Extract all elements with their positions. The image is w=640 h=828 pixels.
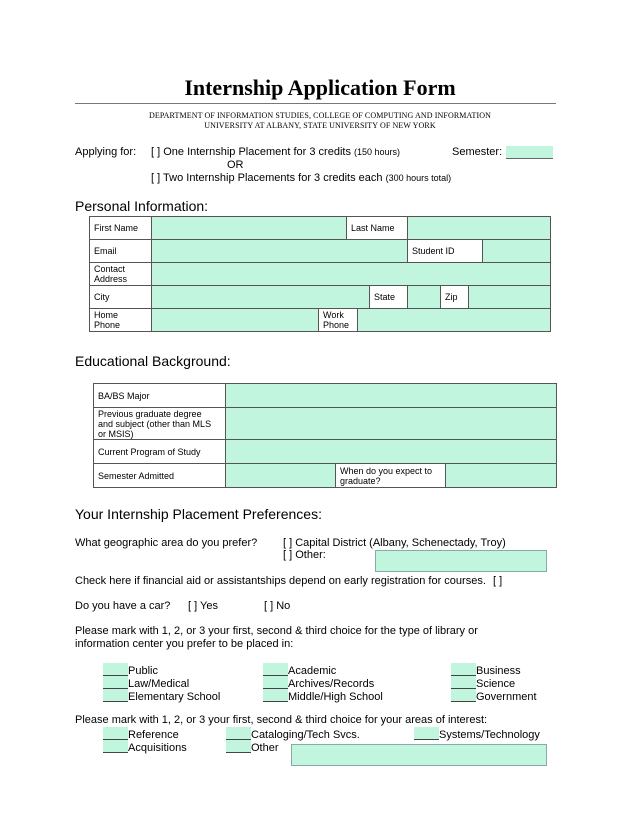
city-label: City: [90, 286, 152, 309]
semester-label: Semester:: [452, 146, 503, 158]
interest-option-acquisitions[interactable]: Acquisitions: [103, 740, 187, 754]
checkbox[interactable]: [ ]: [151, 172, 161, 184]
personal-info-table: [89, 216, 551, 332]
education-heading: Educational Background:: [75, 353, 231, 369]
current-program-label: Current Program of Study: [94, 440, 226, 464]
or-text: OR: [227, 159, 244, 171]
library-option-law-medical[interactable]: Law/Medical: [103, 676, 189, 690]
interest-option-systems[interactable]: Systems/Technology: [414, 727, 540, 741]
rank-blank[interactable]: [103, 663, 128, 676]
previous-degree-label: Previous graduate degree and subject (other than MLS or MSIS): [94, 408, 226, 440]
library-option-public[interactable]: Public: [103, 663, 158, 677]
checkbox[interactable]: [ ]: [151, 146, 161, 158]
graduation-label: When do you expect to graduate?: [336, 464, 446, 488]
library-option-academic[interactable]: Academic: [263, 663, 336, 677]
library-option-archives[interactable]: Archives/Records: [263, 676, 374, 690]
financial-aid-question: Check here if financial aid or assistantships depend on early registration for courses. [ ]: [75, 575, 503, 587]
interest-option-other[interactable]: Other: [226, 740, 279, 754]
interest-option-reference[interactable]: Reference: [103, 727, 179, 741]
library-option-science[interactable]: Science: [451, 676, 515, 690]
semester-field[interactable]: [506, 146, 553, 159]
rank-blank[interactable]: [103, 727, 128, 740]
preferences-heading: Your Internship Placement Preferences:: [75, 506, 322, 522]
library-type-question-line1: Please mark with 1, 2, or 3 your first, second & third choice for the type of library or: [75, 625, 478, 637]
major-field[interactable]: [226, 384, 557, 408]
first-name-label: First Name: [90, 217, 152, 240]
library-option-middle-high[interactable]: Middle/High School: [263, 689, 383, 703]
university-line: UNIVERSITY AT ALBANY, STATE UNIVERSITY OF NEW YORK: [204, 121, 436, 130]
library-option-government[interactable]: Government: [451, 689, 537, 703]
contact-address-field[interactable]: [152, 263, 551, 286]
rank-blank[interactable]: [226, 740, 251, 753]
applying-for-label: Applying for:: [75, 146, 137, 158]
department-line: DEPARTMENT OF INFORMATION STUDIES, COLLEGE OF COMPUTING AND INFORMATION: [149, 111, 491, 120]
education-table: [93, 383, 557, 488]
interest-option-cataloging[interactable]: Cataloging/Tech Svcs.: [226, 727, 360, 741]
last-name-field[interactable]: [408, 217, 551, 240]
city-field[interactable]: [152, 286, 370, 309]
option-one-text: One Internship Placement for 3 credits: [163, 146, 351, 158]
home-phone-label: Home Phone: [90, 309, 152, 332]
state-field[interactable]: [408, 286, 441, 309]
option-one-placement[interactable]: [151, 146, 400, 158]
semester-admitted-label: Semester Admitted: [94, 464, 226, 488]
library-option-elementary[interactable]: Elementary School: [103, 689, 220, 703]
library-option-business[interactable]: Business: [451, 663, 521, 677]
contact-address-label: Contact Address: [90, 263, 152, 286]
student-id-label: Student ID: [408, 240, 483, 263]
library-type-question-line2: information center you prefer to be placed in:: [75, 638, 294, 650]
previous-degree-field[interactable]: [226, 408, 557, 440]
last-name-label: Last Name: [347, 217, 408, 240]
geo-other-field[interactable]: [375, 550, 547, 572]
geo-question: What geographic area do you prefer?: [75, 537, 258, 549]
rank-blank[interactable]: [263, 689, 288, 702]
option-one-note: (150 hours): [354, 147, 401, 157]
option-two-text: Two Internship Placements for 3 credits each: [163, 172, 383, 184]
home-phone-field[interactable]: [152, 309, 319, 332]
car-yes-option[interactable]: [ ] Yes: [188, 600, 218, 612]
zip-field[interactable]: [469, 286, 551, 309]
work-phone-label: Work Phone: [319, 309, 358, 332]
rank-blank[interactable]: [451, 689, 476, 702]
geo-option-capital[interactable]: [ ] Capital District (Albany, Schenectady, Troy): [283, 537, 506, 549]
rank-blank[interactable]: [103, 676, 128, 689]
rank-blank[interactable]: [451, 663, 476, 676]
interest-other-field[interactable]: [291, 744, 547, 766]
state-label: State: [370, 286, 408, 309]
rank-blank[interactable]: [226, 727, 251, 740]
form-title: Internship Application Form: [184, 75, 456, 100]
semester-admitted-field[interactable]: [226, 464, 336, 488]
current-program-field[interactable]: [226, 440, 557, 464]
financial-aid-checkbox[interactable]: [ ]: [492, 575, 503, 587]
car-no-option[interactable]: [ ] No: [264, 600, 291, 612]
car-question: Do you have a car?: [75, 600, 171, 612]
first-name-field[interactable]: [152, 217, 347, 240]
work-phone-field[interactable]: [358, 309, 551, 332]
rank-blank[interactable]: [263, 676, 288, 689]
personal-info-heading: Personal Information:: [75, 198, 209, 214]
option-two-note: (300 hours total): [385, 173, 452, 183]
title-divider: [75, 103, 556, 104]
rank-blank[interactable]: [263, 663, 288, 676]
major-label: BA/BS Major: [94, 384, 226, 408]
rank-blank[interactable]: [451, 676, 476, 689]
rank-blank[interactable]: [103, 689, 128, 702]
graduation-field[interactable]: [446, 464, 557, 488]
zip-label: Zip: [441, 286, 469, 309]
student-id-field[interactable]: [483, 240, 551, 263]
interest-question: Please mark with 1, 2, or 3 your first, second & third choice for your areas of interest:: [75, 714, 488, 726]
option-two-placements[interactable]: [151, 172, 451, 184]
rank-blank[interactable]: [103, 740, 128, 753]
geo-option-other[interactable]: [ ] Other:: [283, 549, 326, 561]
email-label: Email: [90, 240, 152, 263]
email-field[interactable]: [152, 240, 408, 263]
rank-blank[interactable]: [414, 727, 439, 740]
